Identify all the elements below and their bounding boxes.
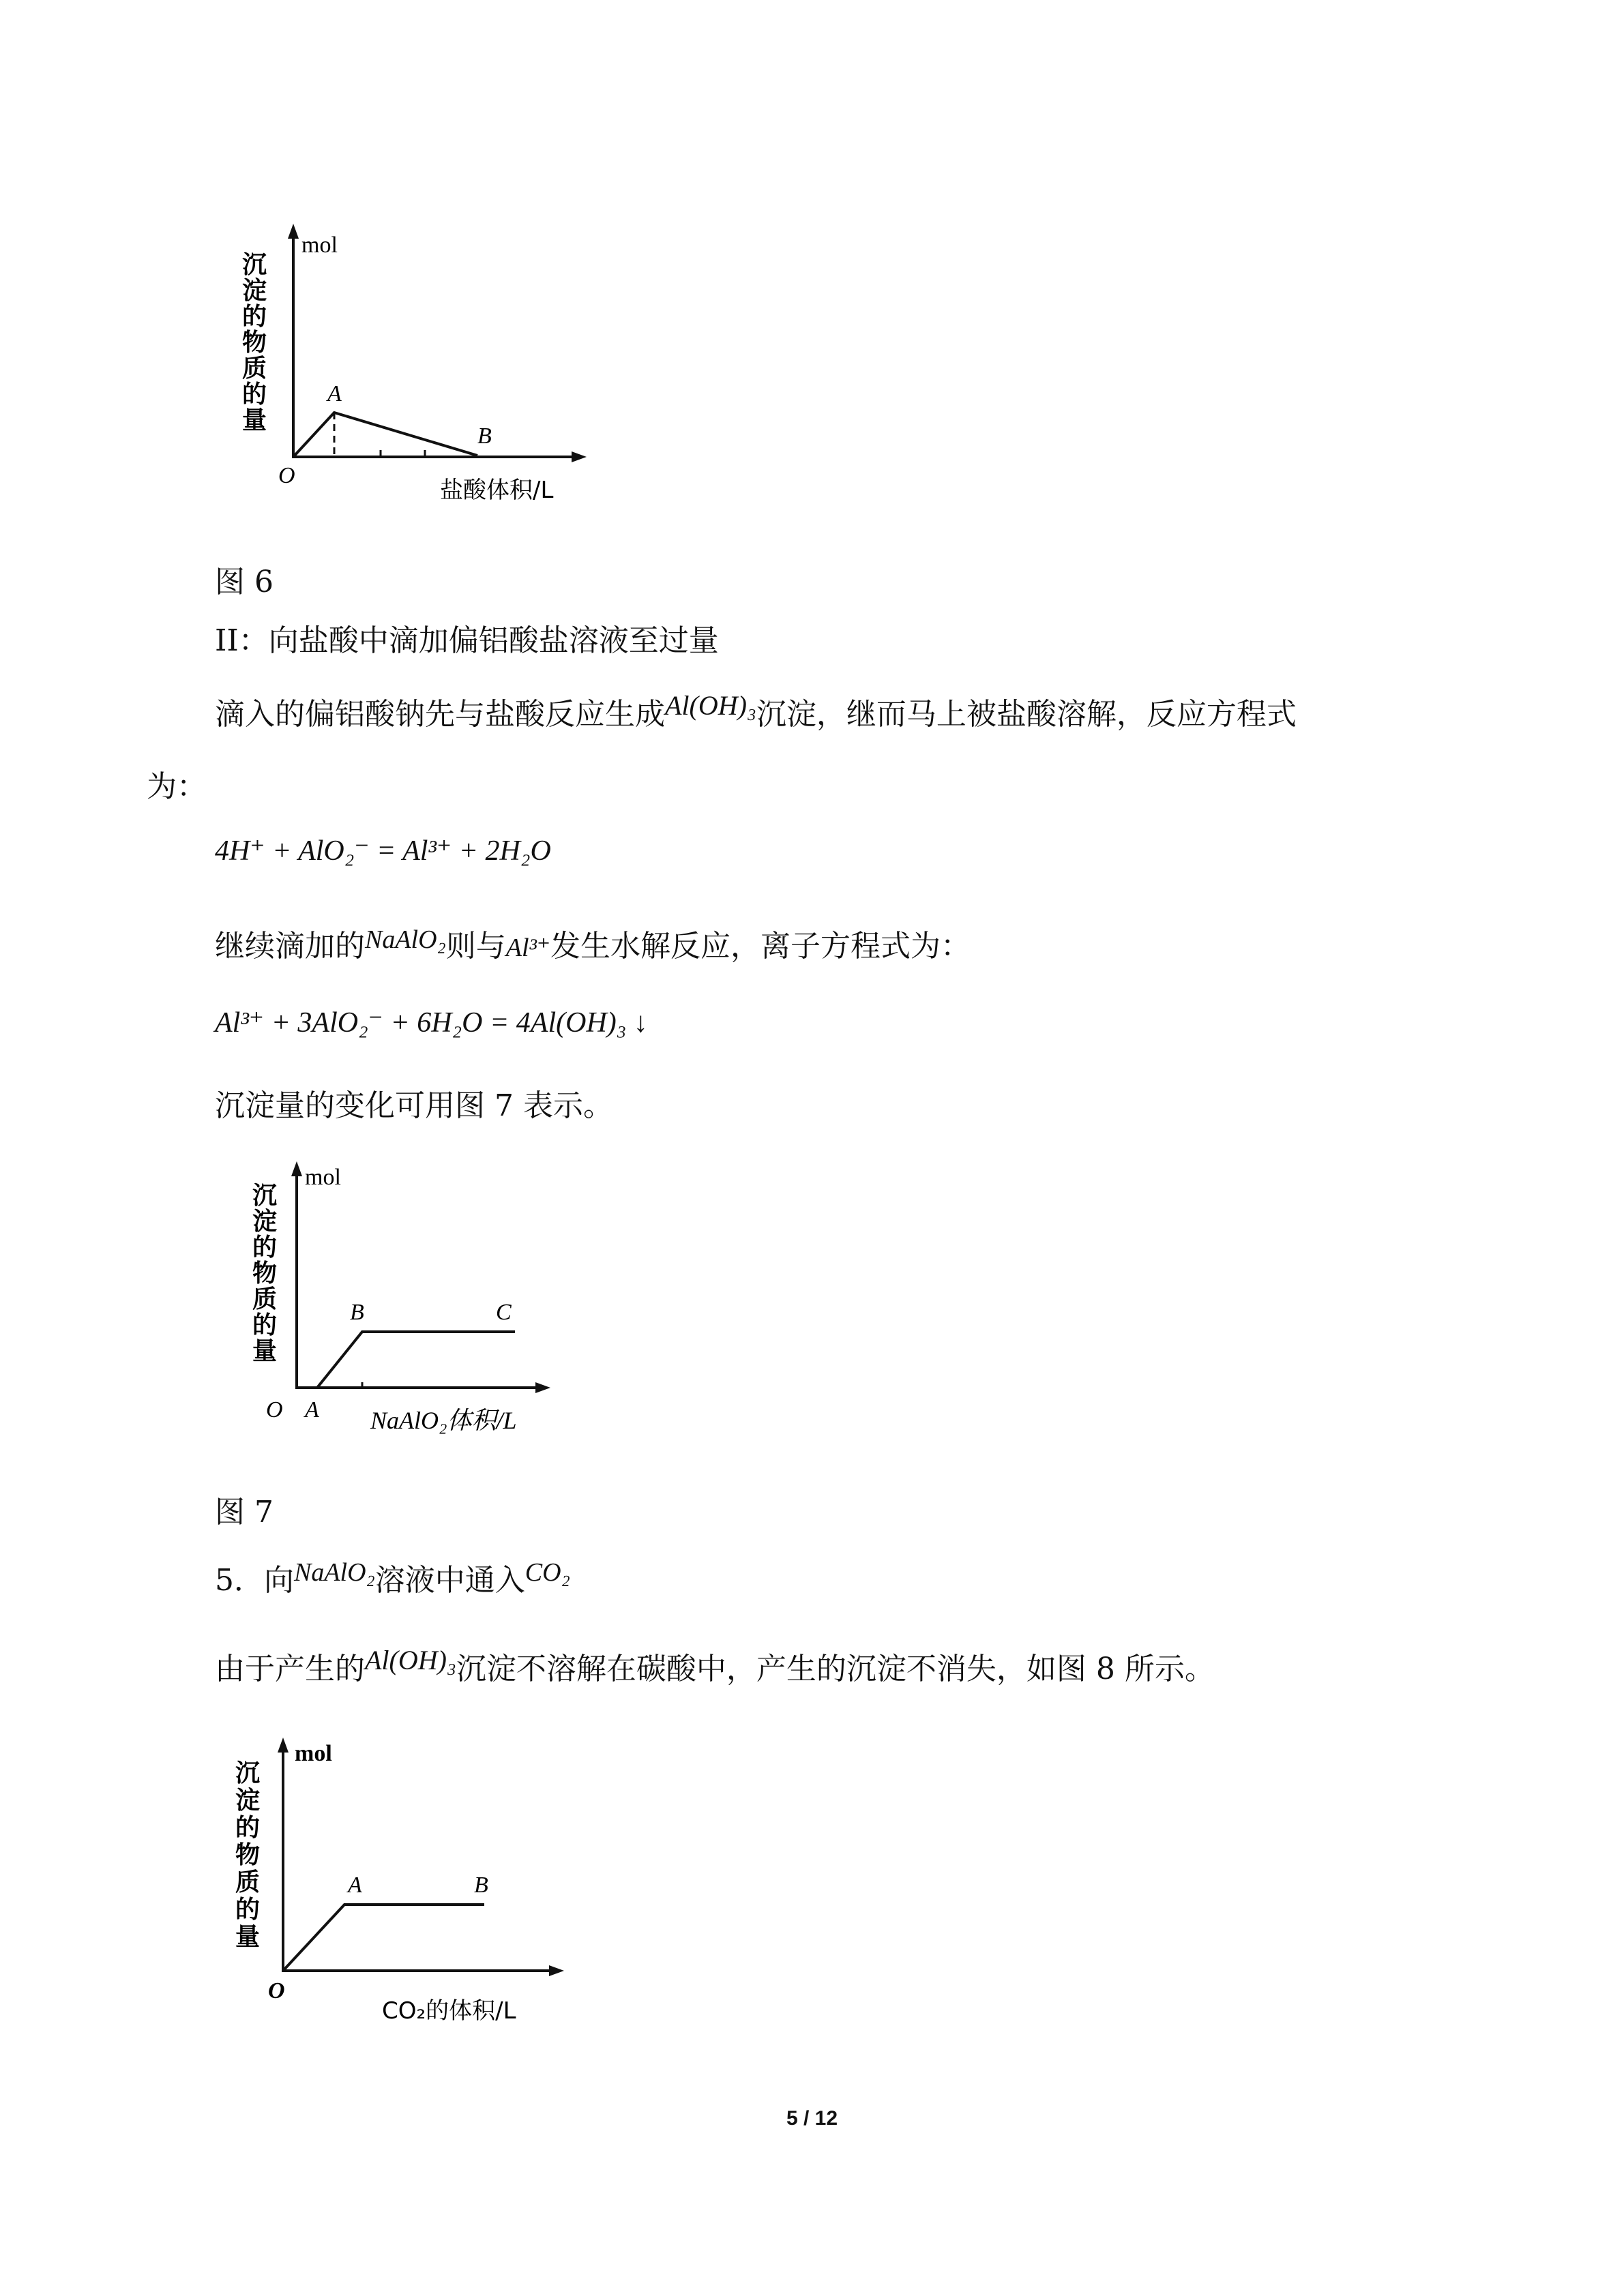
y-label-char: 质: [242, 355, 267, 383]
precipitate-curve: [297, 1332, 515, 1388]
y-label-char: 量: [252, 1337, 278, 1365]
y-axis-label: [235, 1759, 260, 1951]
al3-formula: Al³⁺: [505, 934, 551, 962]
point-a-label: A: [305, 1397, 319, 1422]
y-unit-label: mol: [301, 233, 338, 258]
y-unit-label: mol: [305, 1165, 341, 1190]
section-ii-para2: [215, 926, 971, 968]
origin-label: O: [278, 463, 295, 488]
y-unit-label: mol: [295, 1741, 332, 1766]
para1-post: 沉淀，继而马上被盐酸溶解，反应方程式: [756, 697, 1297, 732]
co2-formula: CO₂: [525, 1558, 570, 1587]
y-axis-arrow: [291, 1161, 302, 1176]
aloh3-formula: Al(OH)₃: [365, 1645, 456, 1675]
x-axis-label: CO₂的体积/L: [382, 1997, 516, 2025]
para2-post: 发生水解反应，离子方程式为：: [550, 929, 971, 964]
y-label-char: 的: [242, 303, 267, 331]
y-label-char: 的: [235, 1896, 261, 1924]
figure-7-caption: 图 7: [215, 1495, 274, 1530]
equation-1: 4H⁺ + AlO₂⁻ = Al³⁺ + 2H₂O: [215, 835, 551, 867]
point-c-label: C: [496, 1300, 512, 1325]
naalo2-formula: NaAlO₂: [294, 1558, 375, 1587]
y-label-char: 量: [235, 1923, 261, 1951]
point-b-label: B: [350, 1300, 364, 1325]
para2-mid: 则与: [445, 929, 506, 964]
point-b-label: B: [477, 423, 492, 449]
y-label-char: 物: [252, 1259, 278, 1287]
naalo2-formula: NaAlO₂: [365, 925, 446, 954]
aloh3-formula: Al(OH)₃: [665, 690, 756, 721]
y-label-char: 物: [242, 329, 267, 357]
x-axis-label: NaAlO₂体积/L: [370, 1407, 517, 1434]
x-axis-label: 盐酸体积/L: [440, 477, 554, 504]
y-label-char: 淀: [242, 277, 267, 305]
x-axis-arrow: [572, 451, 587, 462]
x-axis-arrow: [535, 1382, 550, 1393]
para-pre: 由于产生的: [215, 1652, 365, 1686]
para1-pre: 滴入的偏铝酸钠先与盐酸反应生成: [215, 697, 665, 732]
y-axis-label: [252, 1182, 277, 1365]
section-5-para: [215, 1645, 1215, 1690]
y-label-char: 沉: [235, 1759, 261, 1787]
section-ii-heading: II：向盐酸中滴加偏铝酸盐溶液至过量: [215, 623, 719, 658]
figure-7: [242, 1156, 570, 1442]
para-post: 沉淀不溶解在碳酸中，产生的沉淀不消失，如图 8 所示。: [456, 1652, 1215, 1686]
page-number: 5 / 12: [786, 2107, 838, 2130]
equation-2: Al³⁺ + 3AlO₂⁻ + 6H₂O = 4Al(OH)₃ ↓: [215, 1007, 648, 1039]
point-a-label: A: [327, 381, 342, 406]
para2-pre: 继续滴加的: [215, 929, 365, 964]
figure-6-caption: 图 6: [215, 565, 274, 599]
y-label-char: 的: [252, 1311, 278, 1339]
y-label-char: 沉: [242, 251, 267, 279]
y-label-char: 物: [235, 1841, 261, 1869]
y-label-char: 淀: [235, 1787, 261, 1815]
y-label-char: 的: [235, 1814, 261, 1842]
y-label-char: 量: [242, 406, 267, 434]
origin-label: O: [266, 1397, 283, 1422]
y-label-char: 淀: [252, 1208, 278, 1236]
heading-pre: 5．向: [215, 1563, 294, 1598]
x-axis-arrow: [549, 1965, 564, 1976]
section-5-heading: [215, 1560, 570, 1602]
precipitate-curve: [293, 413, 477, 457]
section-ii-para1-tail: 为：: [147, 769, 207, 804]
heading-mid: 溶液中通入: [374, 1563, 525, 1598]
origin-label: O: [268, 1978, 285, 2003]
y-label-char: 沉: [252, 1182, 278, 1210]
section-ii-para1: [215, 690, 1297, 736]
point-b-label: B: [474, 1873, 488, 1898]
figure-8: [228, 1732, 583, 2032]
y-axis-label: [242, 251, 267, 434]
y-label-char: 质: [252, 1285, 278, 1313]
figure-6: [232, 218, 600, 511]
y-axis-arrow: [278, 1738, 289, 1753]
y-label-char: 质: [235, 1868, 261, 1896]
precipitate-curve: [283, 1905, 484, 1971]
section-ii-para3: 沉淀量的变化可用图 7 表示。: [215, 1088, 613, 1123]
point-a-label: A: [348, 1873, 362, 1898]
y-axis-arrow: [288, 224, 299, 239]
y-label-char: 的: [242, 381, 267, 408]
y-label-char: 的: [252, 1234, 278, 1262]
